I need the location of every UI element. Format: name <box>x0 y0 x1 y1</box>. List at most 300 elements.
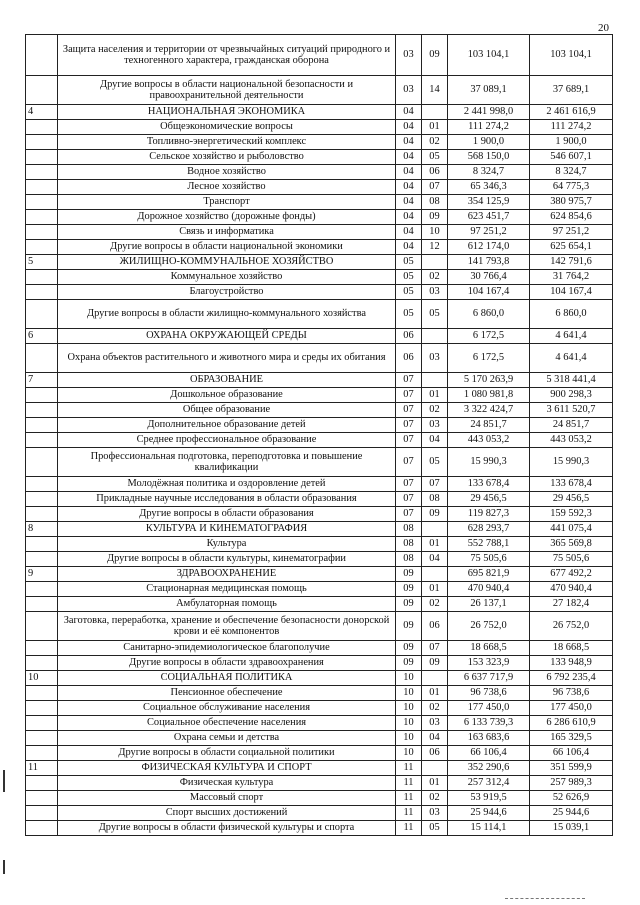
subsection-code-cell: 06 <box>422 612 448 641</box>
table-row <box>26 746 613 761</box>
table-row <box>26 150 613 165</box>
subsection-code-cell: 10 <box>422 225 448 240</box>
row-name-cell: ЗДРАВООХРАНЕНИЕ <box>58 567 396 582</box>
section-code-cell: 07 <box>396 418 422 433</box>
amount-year2-cell: 624 854,6 <box>530 210 613 225</box>
amount-year2-cell: 2 461 616,9 <box>530 105 613 120</box>
subsection-code-cell: 07 <box>422 641 448 656</box>
amount-year1-cell: 153 323,9 <box>448 656 530 671</box>
amount-year2-cell: 351 599,9 <box>530 761 613 776</box>
amount-year1-cell: 1 080 981,8 <box>448 388 530 403</box>
amount-year2-cell: 75 505,6 <box>530 552 613 567</box>
subsection-code-cell: 08 <box>422 492 448 507</box>
table-row <box>26 165 613 180</box>
row-name-cell: Другие вопросы в области культуры, кинематографии <box>58 552 396 567</box>
row-number-cell <box>26 35 58 76</box>
table-row <box>26 597 613 612</box>
table-row <box>26 477 613 492</box>
amount-year1-cell: 354 125,9 <box>448 195 530 210</box>
amount-year1-cell: 75 505,6 <box>448 552 530 567</box>
amount-year2-cell: 6 860,0 <box>530 300 613 329</box>
row-name-cell: ОБРАЗОВАНИЕ <box>58 373 396 388</box>
amount-year2-cell: 5 318 441,4 <box>530 373 613 388</box>
amount-year1-cell: 103 104,1 <box>448 35 530 76</box>
amount-year1-cell: 623 451,7 <box>448 210 530 225</box>
row-name-cell: ФИЗИЧЕСКАЯ КУЛЬТУРА И СПОРТ <box>58 761 396 776</box>
subsection-code-cell: 01 <box>422 537 448 552</box>
section-code-cell: 08 <box>396 552 422 567</box>
amount-year1-cell: 30 766,4 <box>448 270 530 285</box>
row-name-cell: Профессиональная подготовка, переподготовка и повышение квалификации <box>58 448 396 477</box>
table-row <box>26 791 613 806</box>
amount-year2-cell: 25 944,6 <box>530 806 613 821</box>
amount-year2-cell: 24 851,7 <box>530 418 613 433</box>
amount-year1-cell: 15 990,3 <box>448 448 530 477</box>
amount-year1-cell: 3 322 424,7 <box>448 403 530 418</box>
row-number-cell <box>26 403 58 418</box>
bottom-dashed-rule <box>505 898 585 899</box>
amount-year1-cell: 177 450,0 <box>448 701 530 716</box>
subsection-code-cell: 05 <box>422 821 448 836</box>
section-code-cell: 09 <box>396 567 422 582</box>
row-name-cell: Другие вопросы в области жилищно-коммунального хозяйства <box>58 300 396 329</box>
table-row <box>26 135 613 150</box>
row-number-cell <box>26 150 58 165</box>
row-number-cell <box>26 582 58 597</box>
amount-year1-cell: 5 170 263,9 <box>448 373 530 388</box>
row-name-cell: Другие вопросы в области национальной экономики <box>58 240 396 255</box>
subsection-code-cell: 05 <box>422 448 448 477</box>
amount-year1-cell: 133 678,4 <box>448 477 530 492</box>
section-code-cell: 07 <box>396 477 422 492</box>
amount-year1-cell: 119 827,3 <box>448 507 530 522</box>
row-name-cell: Молодёжная политика и оздоровление детей <box>58 477 396 492</box>
row-name-cell: Другие вопросы в области физической культуры и спорта <box>58 821 396 836</box>
row-number-cell: 8 <box>26 522 58 537</box>
table-row <box>26 448 613 477</box>
section-code-cell: 09 <box>396 612 422 641</box>
row-name-cell: Пенсионное обеспечение <box>58 686 396 701</box>
row-number-cell <box>26 597 58 612</box>
row-name-cell: Общее образование <box>58 403 396 418</box>
amount-year2-cell: 104 167,4 <box>530 285 613 300</box>
row-name-cell: ОХРАНА ОКРУЖАЮЩЕЙ СРЕДЫ <box>58 329 396 344</box>
amount-year2-cell: 66 106,4 <box>530 746 613 761</box>
row-number-cell <box>26 492 58 507</box>
amount-year1-cell: 2 441 998,0 <box>448 105 530 120</box>
table-row <box>26 76 613 105</box>
amount-year2-cell: 103 104,1 <box>530 35 613 76</box>
section-code-cell: 03 <box>396 76 422 105</box>
section-code-cell: 10 <box>396 701 422 716</box>
amount-year2-cell: 52 626,9 <box>530 791 613 806</box>
amount-year2-cell: 1 900,0 <box>530 135 613 150</box>
amount-year1-cell: 612 174,0 <box>448 240 530 255</box>
section-code-cell: 04 <box>396 120 422 135</box>
table-row <box>26 701 613 716</box>
table-row <box>26 180 613 195</box>
subsection-code-cell: 06 <box>422 746 448 761</box>
row-name-cell: Топливно-энергетический комплекс <box>58 135 396 150</box>
table-row <box>26 492 613 507</box>
section-code-cell: 05 <box>396 270 422 285</box>
subsection-code-cell: 01 <box>422 120 448 135</box>
subsection-code-cell: 09 <box>422 656 448 671</box>
amount-year2-cell: 64 775,3 <box>530 180 613 195</box>
section-code-cell: 06 <box>396 344 422 373</box>
row-number-cell <box>26 612 58 641</box>
table-row <box>26 507 613 522</box>
subsection-code-cell: 05 <box>422 300 448 329</box>
amount-year1-cell: 104 167,4 <box>448 285 530 300</box>
row-number-cell <box>26 300 58 329</box>
row-name-cell: Другие вопросы в области образования <box>58 507 396 522</box>
row-name-cell: Санитарно-эпидемиологическое благополучие <box>58 641 396 656</box>
amount-year2-cell: 15 039,1 <box>530 821 613 836</box>
row-number-cell <box>26 165 58 180</box>
section-code-cell: 06 <box>396 329 422 344</box>
subsection-code-cell: 02 <box>422 135 448 150</box>
amount-year1-cell: 552 788,1 <box>448 537 530 552</box>
amount-year1-cell: 66 106,4 <box>448 746 530 761</box>
amount-year2-cell: 29 456,5 <box>530 492 613 507</box>
amount-year1-cell: 1 900,0 <box>448 135 530 150</box>
table-row <box>26 225 613 240</box>
scan-edge-mark <box>3 770 5 792</box>
amount-year2-cell: 37 689,1 <box>530 76 613 105</box>
amount-year2-cell: 15 990,3 <box>530 448 613 477</box>
section-code-cell: 10 <box>396 686 422 701</box>
section-code-cell: 07 <box>396 388 422 403</box>
amount-year1-cell: 96 738,6 <box>448 686 530 701</box>
amount-year2-cell: 18 668,5 <box>530 641 613 656</box>
row-number-cell <box>26 210 58 225</box>
section-code-cell: 10 <box>396 716 422 731</box>
amount-year1-cell: 111 274,2 <box>448 120 530 135</box>
section-code-cell: 08 <box>396 522 422 537</box>
subsection-code-cell: 02 <box>422 403 448 418</box>
table-row <box>26 776 613 791</box>
row-number-cell <box>26 448 58 477</box>
row-name-cell: Общеэкономические вопросы <box>58 120 396 135</box>
subsection-code-cell <box>422 567 448 582</box>
table-row <box>26 716 613 731</box>
amount-year1-cell: 443 053,2 <box>448 433 530 448</box>
row-name-cell: Массовый спорт <box>58 791 396 806</box>
row-number-cell <box>26 76 58 105</box>
table-row <box>26 344 613 373</box>
section-code-cell: 09 <box>396 582 422 597</box>
table-row <box>26 582 613 597</box>
section-code-cell: 11 <box>396 806 422 821</box>
row-number-cell <box>26 120 58 135</box>
amount-year1-cell: 163 683,6 <box>448 731 530 746</box>
amount-year2-cell: 97 251,2 <box>530 225 613 240</box>
table-row <box>26 270 613 285</box>
section-code-cell: 07 <box>396 507 422 522</box>
amount-year1-cell: 53 919,5 <box>448 791 530 806</box>
row-number-cell <box>26 388 58 403</box>
amount-year2-cell: 900 298,3 <box>530 388 613 403</box>
section-code-cell: 08 <box>396 537 422 552</box>
row-number-cell: 9 <box>26 567 58 582</box>
subsection-code-cell: 01 <box>422 776 448 791</box>
row-number-cell <box>26 135 58 150</box>
table-row <box>26 552 613 567</box>
row-number-cell <box>26 656 58 671</box>
subsection-code-cell: 05 <box>422 150 448 165</box>
section-code-cell: 07 <box>396 433 422 448</box>
section-row <box>26 761 613 776</box>
subsection-code-cell: 08 <box>422 195 448 210</box>
budget-table-body <box>26 35 613 836</box>
section-code-cell: 11 <box>396 821 422 836</box>
table-row <box>26 433 613 448</box>
section-row <box>26 105 613 120</box>
section-row <box>26 329 613 344</box>
amount-year2-cell: 443 053,2 <box>530 433 613 448</box>
subsection-code-cell: 03 <box>422 418 448 433</box>
row-name-cell: Другие вопросы в области социальной политики <box>58 746 396 761</box>
section-code-cell: 11 <box>396 791 422 806</box>
subsection-code-cell: 02 <box>422 701 448 716</box>
section-code-cell: 04 <box>396 195 422 210</box>
section-code-cell: 04 <box>396 210 422 225</box>
subsection-code-cell: 07 <box>422 180 448 195</box>
section-code-cell: 04 <box>396 165 422 180</box>
table-row <box>26 731 613 746</box>
row-name-cell: Транспорт <box>58 195 396 210</box>
row-number-cell: 4 <box>26 105 58 120</box>
table-row <box>26 537 613 552</box>
subsection-code-cell <box>422 255 448 270</box>
row-name-cell: Дошкольное образование <box>58 388 396 403</box>
row-number-cell <box>26 776 58 791</box>
row-number-cell <box>26 270 58 285</box>
amount-year2-cell: 8 324,7 <box>530 165 613 180</box>
amount-year2-cell: 4 641,4 <box>530 344 613 373</box>
subsection-code-cell: 09 <box>422 35 448 76</box>
amount-year2-cell: 625 654,1 <box>530 240 613 255</box>
subsection-code-cell: 12 <box>422 240 448 255</box>
amount-year2-cell: 26 752,0 <box>530 612 613 641</box>
amount-year1-cell: 65 346,3 <box>448 180 530 195</box>
row-name-cell: Охрана объектов растительного и животного мира и среды их обитания <box>58 344 396 373</box>
table-row <box>26 806 613 821</box>
section-code-cell: 07 <box>396 403 422 418</box>
row-number-cell: 5 <box>26 255 58 270</box>
amount-year2-cell: 111 274,2 <box>530 120 613 135</box>
amount-year1-cell: 6 172,5 <box>448 344 530 373</box>
subsection-code-cell: 02 <box>422 270 448 285</box>
section-code-cell: 04 <box>396 105 422 120</box>
table-row <box>26 300 613 329</box>
amount-year1-cell: 257 312,4 <box>448 776 530 791</box>
row-name-cell: Коммунальное хозяйство <box>58 270 396 285</box>
section-row <box>26 567 613 582</box>
amount-year1-cell: 26 752,0 <box>448 612 530 641</box>
row-number-cell <box>26 701 58 716</box>
amount-year1-cell: 29 456,5 <box>448 492 530 507</box>
table-row <box>26 240 613 255</box>
amount-year1-cell: 26 137,1 <box>448 597 530 612</box>
amount-year1-cell: 15 114,1 <box>448 821 530 836</box>
subsection-code-cell: 03 <box>422 344 448 373</box>
row-name-cell: Культура <box>58 537 396 552</box>
scan-edge-mark <box>3 860 5 874</box>
row-name-cell: КУЛЬТУРА И КИНЕМАТОГРАФИЯ <box>58 522 396 537</box>
subsection-code-cell: 02 <box>422 597 448 612</box>
table-row <box>26 641 613 656</box>
row-name-cell: Лесное хозяйство <box>58 180 396 195</box>
amount-year1-cell: 8 324,7 <box>448 165 530 180</box>
amount-year2-cell: 31 764,2 <box>530 270 613 285</box>
section-code-cell: 09 <box>396 641 422 656</box>
row-name-cell: Прикладные научные исследования в области образования <box>58 492 396 507</box>
row-number-cell <box>26 641 58 656</box>
subsection-code-cell: 01 <box>422 388 448 403</box>
amount-year2-cell: 142 791,6 <box>530 255 613 270</box>
row-number-cell: 7 <box>26 373 58 388</box>
row-name-cell: Защита населения и территории от чрезвычайных ситуаций природного и техногенного характера, гражданская оборона <box>58 35 396 76</box>
amount-year1-cell: 25 944,6 <box>448 806 530 821</box>
amount-year2-cell: 546 607,1 <box>530 150 613 165</box>
amount-year2-cell: 3 611 520,7 <box>530 403 613 418</box>
section-row <box>26 671 613 686</box>
section-row <box>26 522 613 537</box>
section-code-cell: 10 <box>396 731 422 746</box>
row-name-cell: Заготовка, переработка, хранение и обеспечение безопасности донорской крови и её компонентов <box>58 612 396 641</box>
amount-year2-cell: 177 450,0 <box>530 701 613 716</box>
row-number-cell <box>26 285 58 300</box>
row-name-cell: Спорт высших достижений <box>58 806 396 821</box>
amount-year1-cell: 6 860,0 <box>448 300 530 329</box>
section-code-cell: 04 <box>396 180 422 195</box>
section-code-cell: 05 <box>396 285 422 300</box>
row-name-cell: Среднее профессиональное образование <box>58 433 396 448</box>
amount-year2-cell: 6 286 610,9 <box>530 716 613 731</box>
subsection-code-cell <box>422 329 448 344</box>
row-name-cell: Охрана семьи и детства <box>58 731 396 746</box>
row-number-cell <box>26 686 58 701</box>
row-number-cell <box>26 821 58 836</box>
amount-year2-cell: 6 792 235,4 <box>530 671 613 686</box>
subsection-code-cell: 02 <box>422 791 448 806</box>
section-code-cell: 04 <box>396 225 422 240</box>
section-code-cell: 03 <box>396 35 422 76</box>
table-row <box>26 821 613 836</box>
subsection-code-cell: 14 <box>422 76 448 105</box>
table-row <box>26 285 613 300</box>
section-code-cell: 11 <box>396 776 422 791</box>
subsection-code-cell: 04 <box>422 552 448 567</box>
row-number-cell <box>26 344 58 373</box>
section-code-cell: 07 <box>396 448 422 477</box>
row-name-cell: Социальное обеспечение населения <box>58 716 396 731</box>
amount-year1-cell: 18 668,5 <box>448 641 530 656</box>
row-name-cell: Социальное обслуживание населения <box>58 701 396 716</box>
budget-table <box>25 34 613 836</box>
section-code-cell: 09 <box>396 656 422 671</box>
section-code-cell: 11 <box>396 761 422 776</box>
subsection-code-cell: 04 <box>422 731 448 746</box>
amount-year1-cell: 6 133 739,3 <box>448 716 530 731</box>
amount-year1-cell: 695 821,9 <box>448 567 530 582</box>
subsection-code-cell: 04 <box>422 433 448 448</box>
row-number-cell <box>26 225 58 240</box>
subsection-code-cell: 07 <box>422 477 448 492</box>
row-name-cell: Водное хозяйство <box>58 165 396 180</box>
row-name-cell: ЖИЛИЩНО-КОММУНАЛЬНОЕ ХОЗЯЙСТВО <box>58 255 396 270</box>
section-code-cell: 07 <box>396 373 422 388</box>
row-number-cell <box>26 552 58 567</box>
amount-year1-cell: 141 793,8 <box>448 255 530 270</box>
row-name-cell: Дорожное хозяйство (дорожные фонды) <box>58 210 396 225</box>
amount-year2-cell: 165 329,5 <box>530 731 613 746</box>
row-number-cell <box>26 240 58 255</box>
row-name-cell: Сельское хозяйство и рыболовство <box>58 150 396 165</box>
row-number-cell <box>26 806 58 821</box>
row-number-cell <box>26 477 58 492</box>
subsection-code-cell: 03 <box>422 716 448 731</box>
row-name-cell: Амбулаторная помощь <box>58 597 396 612</box>
row-name-cell: Связь и информатика <box>58 225 396 240</box>
subsection-code-cell <box>422 761 448 776</box>
row-name-cell: Благоустройство <box>58 285 396 300</box>
table-row <box>26 120 613 135</box>
row-number-cell <box>26 731 58 746</box>
subsection-code-cell: 09 <box>422 507 448 522</box>
table-row <box>26 656 613 671</box>
row-name-cell: Дополнительное образование детей <box>58 418 396 433</box>
section-code-cell: 04 <box>396 135 422 150</box>
amount-year1-cell: 628 293,7 <box>448 522 530 537</box>
amount-year2-cell: 677 492,2 <box>530 567 613 582</box>
table-row <box>26 403 613 418</box>
amount-year2-cell: 96 738,6 <box>530 686 613 701</box>
row-number-cell <box>26 746 58 761</box>
amount-year2-cell: 159 592,3 <box>530 507 613 522</box>
row-number-cell <box>26 716 58 731</box>
amount-year1-cell: 37 089,1 <box>448 76 530 105</box>
row-number-cell <box>26 507 58 522</box>
amount-year2-cell: 133 948,9 <box>530 656 613 671</box>
row-number-cell <box>26 433 58 448</box>
amount-year1-cell: 6 637 717,9 <box>448 671 530 686</box>
table-row <box>26 210 613 225</box>
section-code-cell: 09 <box>396 597 422 612</box>
subsection-code-cell <box>422 105 448 120</box>
section-code-cell: 10 <box>396 671 422 686</box>
row-number-cell <box>26 180 58 195</box>
amount-year1-cell: 470 940,4 <box>448 582 530 597</box>
section-code-cell: 05 <box>396 300 422 329</box>
table-row <box>26 388 613 403</box>
amount-year2-cell: 27 182,4 <box>530 597 613 612</box>
subsection-code-cell: 01 <box>422 582 448 597</box>
row-number-cell: 11 <box>26 761 58 776</box>
table-row <box>26 35 613 76</box>
subsection-code-cell: 01 <box>422 686 448 701</box>
section-code-cell: 04 <box>396 240 422 255</box>
subsection-code-cell: 09 <box>422 210 448 225</box>
row-name-cell: СОЦИАЛЬНАЯ ПОЛИТИКА <box>58 671 396 686</box>
section-code-cell: 05 <box>396 255 422 270</box>
amount-year1-cell: 6 172,5 <box>448 329 530 344</box>
row-number-cell <box>26 195 58 210</box>
table-row <box>26 418 613 433</box>
row-name-cell: Стационарная медицинская помощь <box>58 582 396 597</box>
